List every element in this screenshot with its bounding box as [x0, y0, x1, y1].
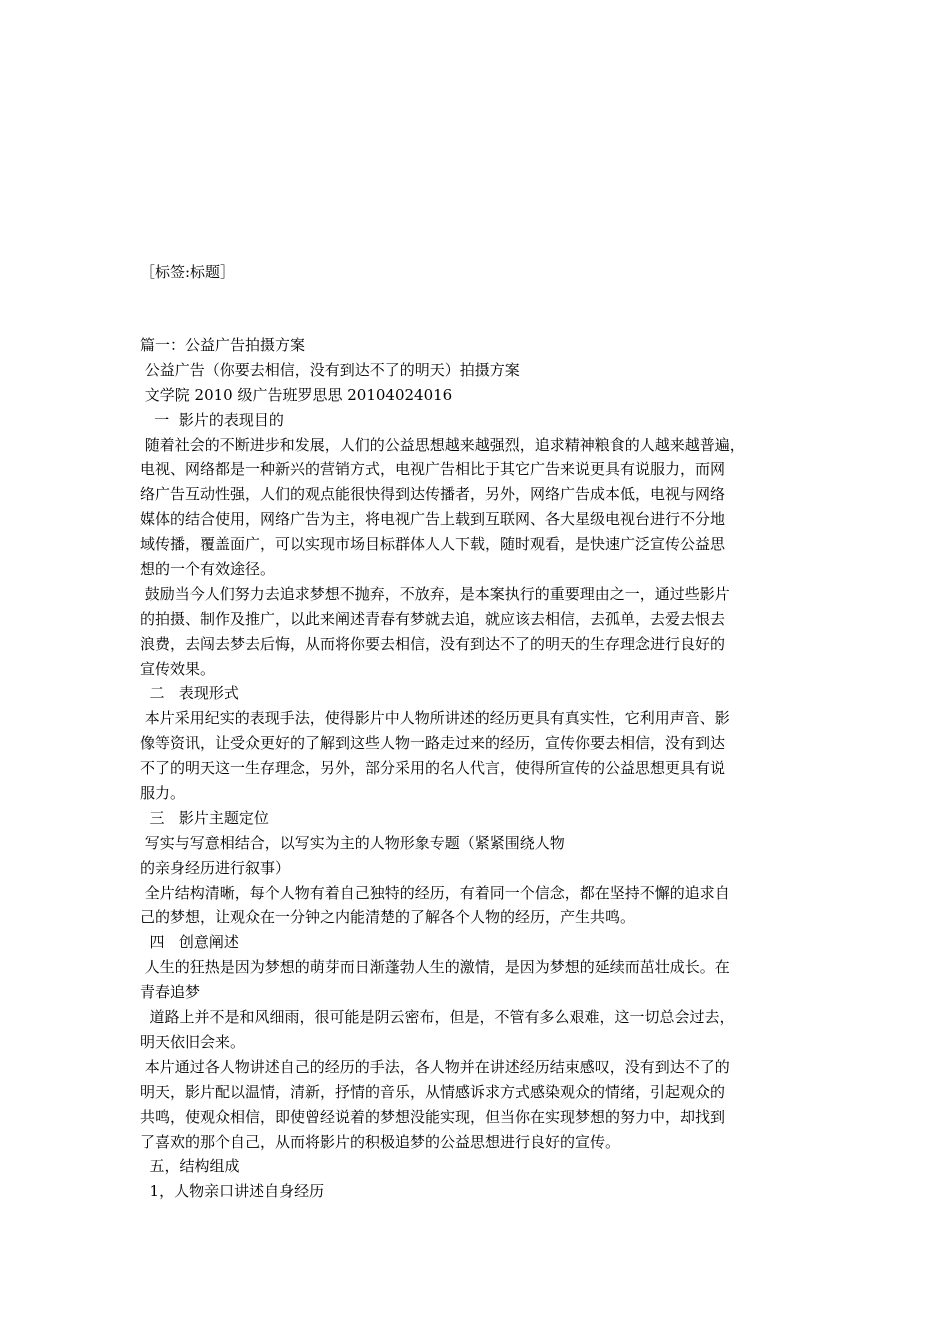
paragraph-line: 随着社会的不断进步和发展，人们的公益思想越来越强烈，追求精神粮食的人越来越普遍，: [140, 435, 745, 454]
section-heading: 四 创意阐述: [140, 933, 239, 952]
section-heading: 一 影片的表现目的: [140, 410, 284, 429]
paragraph-line: 的拍摄、制作及推广，以此来阐述青春有梦就去追，就应该去相信，去孤单，去爱去恨去: [140, 609, 726, 628]
tag-label: ［标签:标题］: [140, 263, 236, 281]
paragraph-line: 本片通过各人物讲述自己的经历的手法，各人物并在讲述经历结束感叹，没有到达不了的: [140, 1057, 730, 1076]
paragraph-line: 像等资讯，让受众更好的了解到这些人物一路走过来的经历，宣传你要去相信，没有到达: [140, 734, 726, 753]
paragraph-line: 鼓励当今人们努力去追求梦想不抛弃，不放弃，是本案执行的重要理由之一，通过些影片: [140, 584, 730, 603]
paragraph-line: 本片采用纪实的表现手法，使得影片中人物所讲述的经历更具有真实性，它利用声音、影: [140, 709, 730, 728]
paragraph-line: 写实与写意相结合，以写实为主的人物形象专题（紧紧围绕人物: [140, 833, 565, 852]
paragraph-line: 的亲身经历进行叙事）: [140, 858, 291, 877]
paragraph-line: 共鸣，使观众相信，即使曾经说着的梦想没能实现，但当你在实现梦想的努力中，却找到: [140, 1107, 726, 1126]
paragraph-line: 明天，影片配以温情，清新，抒情的音乐，从情感诉求方式感染观众的情绪，引起观众的: [140, 1082, 726, 1101]
document-title: 公益广告（你要去相信，没有到达不了的明天）拍摄方案: [140, 360, 520, 379]
paragraph-line: 媒体的结合使用，网络广告为主，将电视广告上载到互联网、各大星级电视台进行不分地: [140, 510, 726, 529]
paragraph-line: 己的梦想，让观众在一分钟之内能清楚的了解各个人物的经历，产生共鸣。: [140, 908, 636, 927]
section-heading: 五，结构组成: [140, 1157, 240, 1176]
paragraph-line: 了喜欢的那个自己，从而将影片的积极追梦的公益思想进行良好的宣传。: [140, 1132, 621, 1151]
paragraph-line: 不了的明天这一生存理念，另外，部分采用的名人代言，使得所宣传的公益思想更具有说: [140, 759, 726, 778]
author-line: 文学院 2010 级广告班罗思思 20104024016: [140, 385, 453, 404]
paragraph-line: 络广告互动性强，人们的观点能很快得到达传播者，另外，网络广告成本低，电视与网络: [140, 485, 726, 504]
section-heading: 三 影片主题定位: [140, 808, 269, 827]
paragraph-line: 全片结构清晰，每个人物有着自己独特的经历，有着同一个信念，都在坚持不懈的追求自: [140, 883, 730, 902]
paragraph-line: 电视、网络都是一种新兴的营销方式，电视广告相比于其它广告来说更具有说服力，而网: [140, 460, 726, 479]
section-heading: 二 表现形式: [140, 684, 239, 703]
paragraph-line: 人生的狂热是因为梦想的萌芽而日渐蓬勃人生的激情，是因为梦想的延续而茁壮成长。在: [140, 958, 730, 977]
paragraph-line: 想的一个有效途径。: [140, 560, 276, 579]
section-heading: 篇一：公益广告拍摄方案: [140, 336, 306, 354]
document-body: [140, 333, 840, 1204]
paragraph-line: 服力。: [140, 784, 186, 803]
paragraph-line: 青春追梦: [140, 983, 201, 1002]
list-item: 1，人物亲口讲述自身经历: [140, 1182, 325, 1201]
paragraph-line: 浪费，去闯去梦去后悔，从而将你要去相信，没有到达不了的明天的生存理念进行良好的: [140, 634, 726, 653]
paragraph-line: 域传播，覆盖面广，可以实现市场目标群体人人下载，随时观看，是快速广泛宣传公益思: [140, 535, 726, 554]
paragraph-line: 宣传效果。: [140, 659, 216, 678]
paragraph-line: 道路上并不是和风细雨，很可能是阴云密布，但是，不管有多么艰难，这一切总会过去，: [140, 1008, 735, 1027]
paragraph-line: 明天依旧会来。: [140, 1032, 246, 1051]
